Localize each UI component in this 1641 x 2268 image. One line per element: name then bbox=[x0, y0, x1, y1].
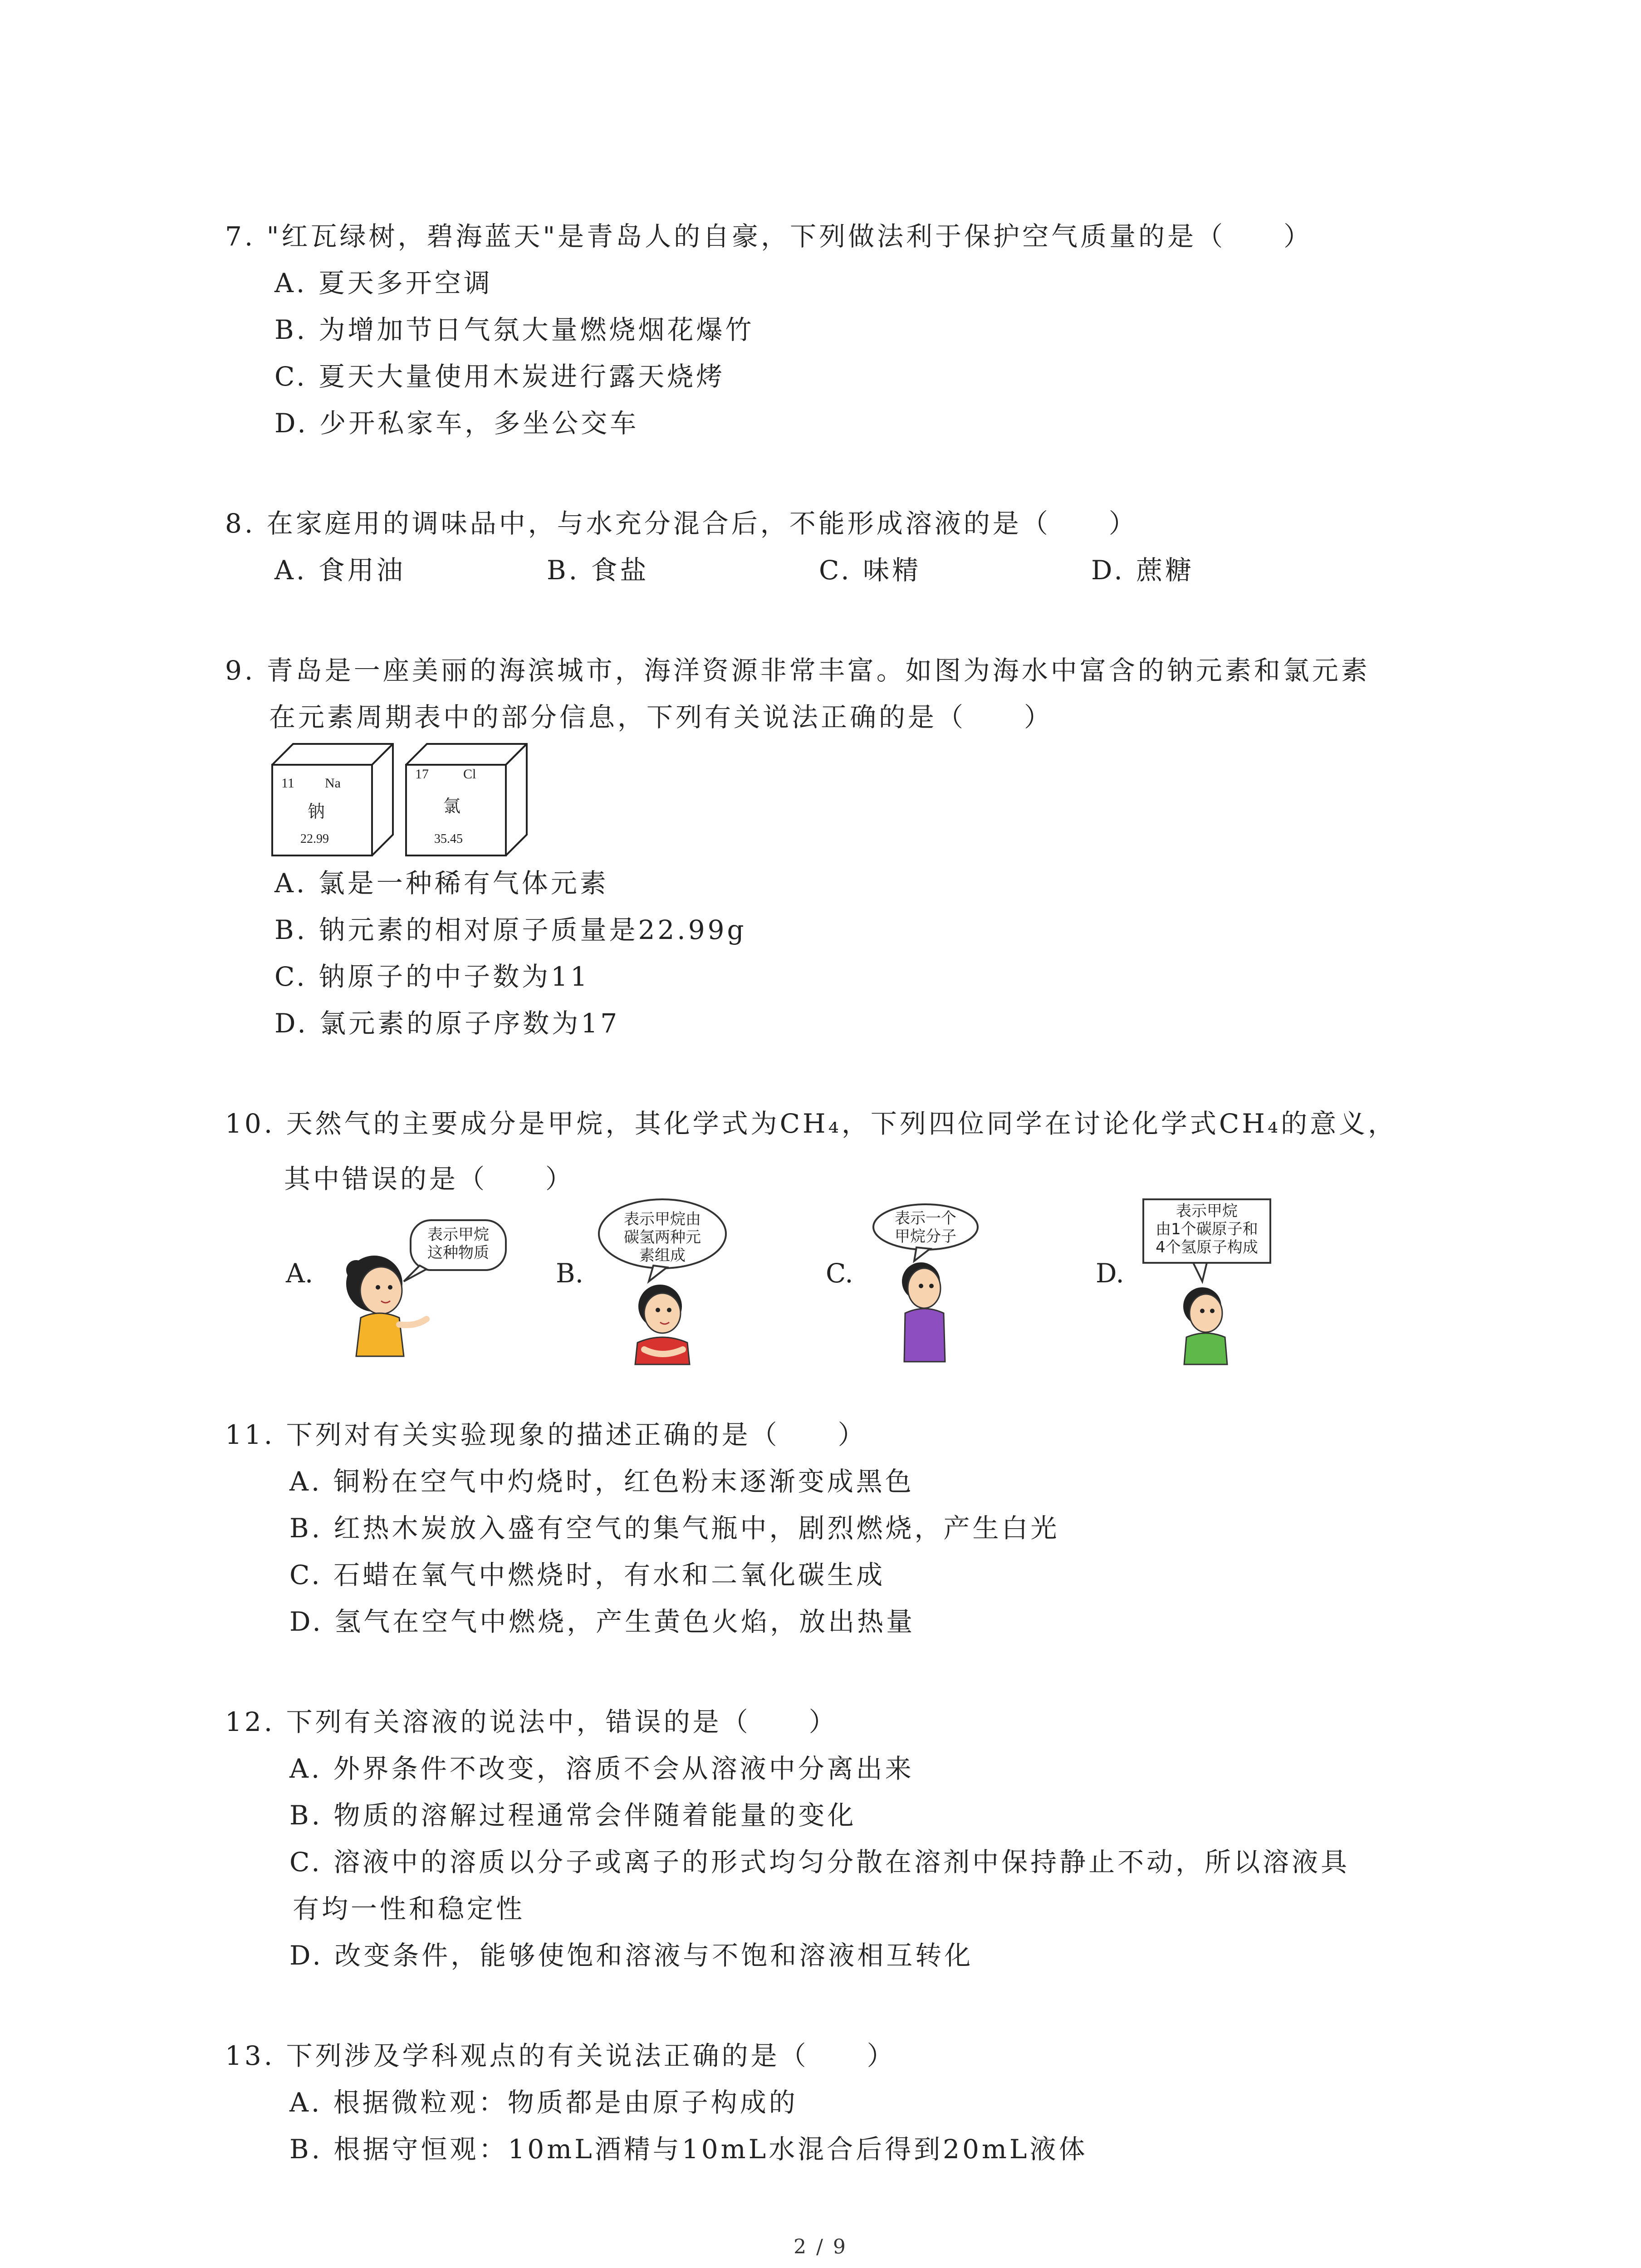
bubble-line: 表示一个 bbox=[895, 1209, 956, 1227]
bubble-line: 表示甲烷由 bbox=[624, 1210, 701, 1228]
element-card-sodium bbox=[271, 743, 394, 856]
figure-d-student bbox=[1134, 1198, 1284, 1365]
question-9-option-d: D. 氯元素的原子序数为17 bbox=[274, 1008, 620, 1039]
question-10-stem-line-2: 其中错误的是（ ） bbox=[284, 1163, 575, 1194]
figure-a-student bbox=[324, 1216, 524, 1361]
element-number: 17 bbox=[415, 767, 429, 782]
question-12-option-a: A. 外界条件不改变，溶质不会从溶液中分离出来 bbox=[289, 1753, 914, 1784]
question-8-option-d: D. 蔗糖 bbox=[1091, 555, 1195, 586]
figure-b-student bbox=[594, 1198, 740, 1365]
page-number: 2 / 9 bbox=[794, 2235, 847, 2258]
cube-outline bbox=[405, 743, 528, 856]
question-9-stem-line-2: 在元素周期表中的部分信息，下列有关说法正确的是（ ） bbox=[269, 702, 1053, 733]
element-name: 氯 bbox=[443, 796, 461, 816]
element-mass: 35.45 bbox=[434, 832, 463, 846]
figure-c-bubble bbox=[878, 1209, 973, 1246]
element-symbol: Na bbox=[325, 776, 341, 791]
question-9-stem-line-1: 9. 青岛是一座美丽的海滨城市，海洋资源非常丰富。如图为海水中富含的钠元素和氯元素 bbox=[225, 655, 1370, 686]
bubble-line: 4个氢原子构成 bbox=[1156, 1238, 1258, 1256]
figure-d-bubble bbox=[1143, 1202, 1270, 1256]
element-card-chlorine bbox=[405, 743, 528, 856]
figure-a-label: A. bbox=[286, 1258, 314, 1289]
question-12-stem: 12. 下列有关溶液的说法中，错误的是（ ） bbox=[225, 1706, 838, 1737]
question-12-option-b: B. 物质的溶解过程通常会伴随着能量的变化 bbox=[289, 1800, 857, 1831]
figure-b-bubble bbox=[603, 1210, 721, 1265]
question-8-option-b: B. 食盐 bbox=[547, 555, 649, 586]
question-11-option-d: D. 氢气在空气中燃烧，产生黄色火焰，放出热量 bbox=[289, 1606, 916, 1637]
element-symbol: Cl bbox=[463, 767, 476, 782]
bubble-line: 表示甲烷 bbox=[1176, 1202, 1238, 1220]
figure-c-label: C. bbox=[826, 1258, 853, 1289]
question-7-option-c: C. 夏天大量使用木炭进行露天烧烤 bbox=[274, 361, 725, 392]
bubble-line: 甲烷分子 bbox=[895, 1227, 956, 1246]
question-7-option-a: A. 夏天多开空调 bbox=[274, 268, 493, 298]
bubble-line: 素组成 bbox=[639, 1246, 686, 1265]
bubble-line: 由1个碳原子和 bbox=[1156, 1220, 1258, 1238]
figure-c-student bbox=[864, 1202, 991, 1363]
question-12-option-d: D. 改变条件，能够使饱和溶液与不饱和溶液相互转化 bbox=[289, 1940, 974, 1971]
question-8-option-a: A. 食用油 bbox=[274, 555, 406, 586]
question-11-stem: 11. 下列对有关实验现象的描述正确的是（ ） bbox=[225, 1419, 867, 1450]
question-11-option-a: A. 铜粉在空气中灼烧时，红色粉末逐渐变成黑色 bbox=[289, 1466, 914, 1497]
element-name: 钠 bbox=[308, 802, 325, 821]
cube-outline bbox=[271, 743, 394, 856]
question-11-option-c: C. 石蜡在氧气中燃烧时，有水和二氧化碳生成 bbox=[289, 1559, 886, 1590]
question-7-option-b: B. 为增加节日气氛大量燃烧烟花爆竹 bbox=[274, 314, 754, 345]
question-10-stem-line-1: 10. 天然气的主要成分是甲烷，其化学式为CH₄，下列四位同学在讨论化学式CH₄的意义， bbox=[225, 1108, 1397, 1139]
question-11-option-b: B. 红热木炭放入盛有空气的集气瓶中，剧烈燃烧，产生白光 bbox=[289, 1513, 1060, 1544]
question-12-option-c: C. 溶液中的溶质以分子或离子的形式均匀分散在溶剂中保持静止不动，所以溶液具 bbox=[289, 1847, 1350, 1877]
bubble-line: 碳氢两种元 bbox=[624, 1228, 701, 1246]
element-number: 11 bbox=[281, 776, 294, 791]
figure-a-bubble bbox=[411, 1226, 506, 1262]
bubble-line: 这种物质 bbox=[427, 1244, 489, 1262]
question-8-option-c: C. 味精 bbox=[819, 555, 921, 586]
question-13-stem: 13. 下列涉及学科观点的有关说法正确的是（ ） bbox=[225, 2040, 896, 2071]
question-9-option-b: B. 钠元素的相对原子质量是22.99g bbox=[274, 914, 747, 945]
element-mass: 22.99 bbox=[300, 832, 329, 846]
bubble-line: 表示甲烷 bbox=[427, 1226, 489, 1244]
figure-d-label: D. bbox=[1096, 1258, 1124, 1289]
question-13-option-b: B. 根据守恒观：10mL酒精与10mL水混合后得到20mL液体 bbox=[289, 2134, 1088, 2165]
question-9-option-c: C. 钠原子的中子数为11 bbox=[274, 961, 590, 992]
question-13-option-a: A. 根据微粒观：物质都是由原子构成的 bbox=[289, 2087, 798, 2118]
figure-b-label: B. bbox=[556, 1258, 584, 1289]
question-7-option-d: D. 少开私家车，多坐公交车 bbox=[274, 408, 639, 439]
question-7-stem: 7. "红瓦绿树，碧海蓝天"是青岛人的自豪，下列做法利于保护空气质量的是（ ） bbox=[225, 221, 1313, 252]
question-9-option-a: A. 氯是一种稀有气体元素 bbox=[274, 868, 609, 899]
question-8-stem: 8. 在家庭用的调味品中，与水充分混合后，不能形成溶液的是（ ） bbox=[225, 508, 1138, 539]
question-12-option-c-continued: 有均一性和稳定性 bbox=[293, 1893, 525, 1924]
